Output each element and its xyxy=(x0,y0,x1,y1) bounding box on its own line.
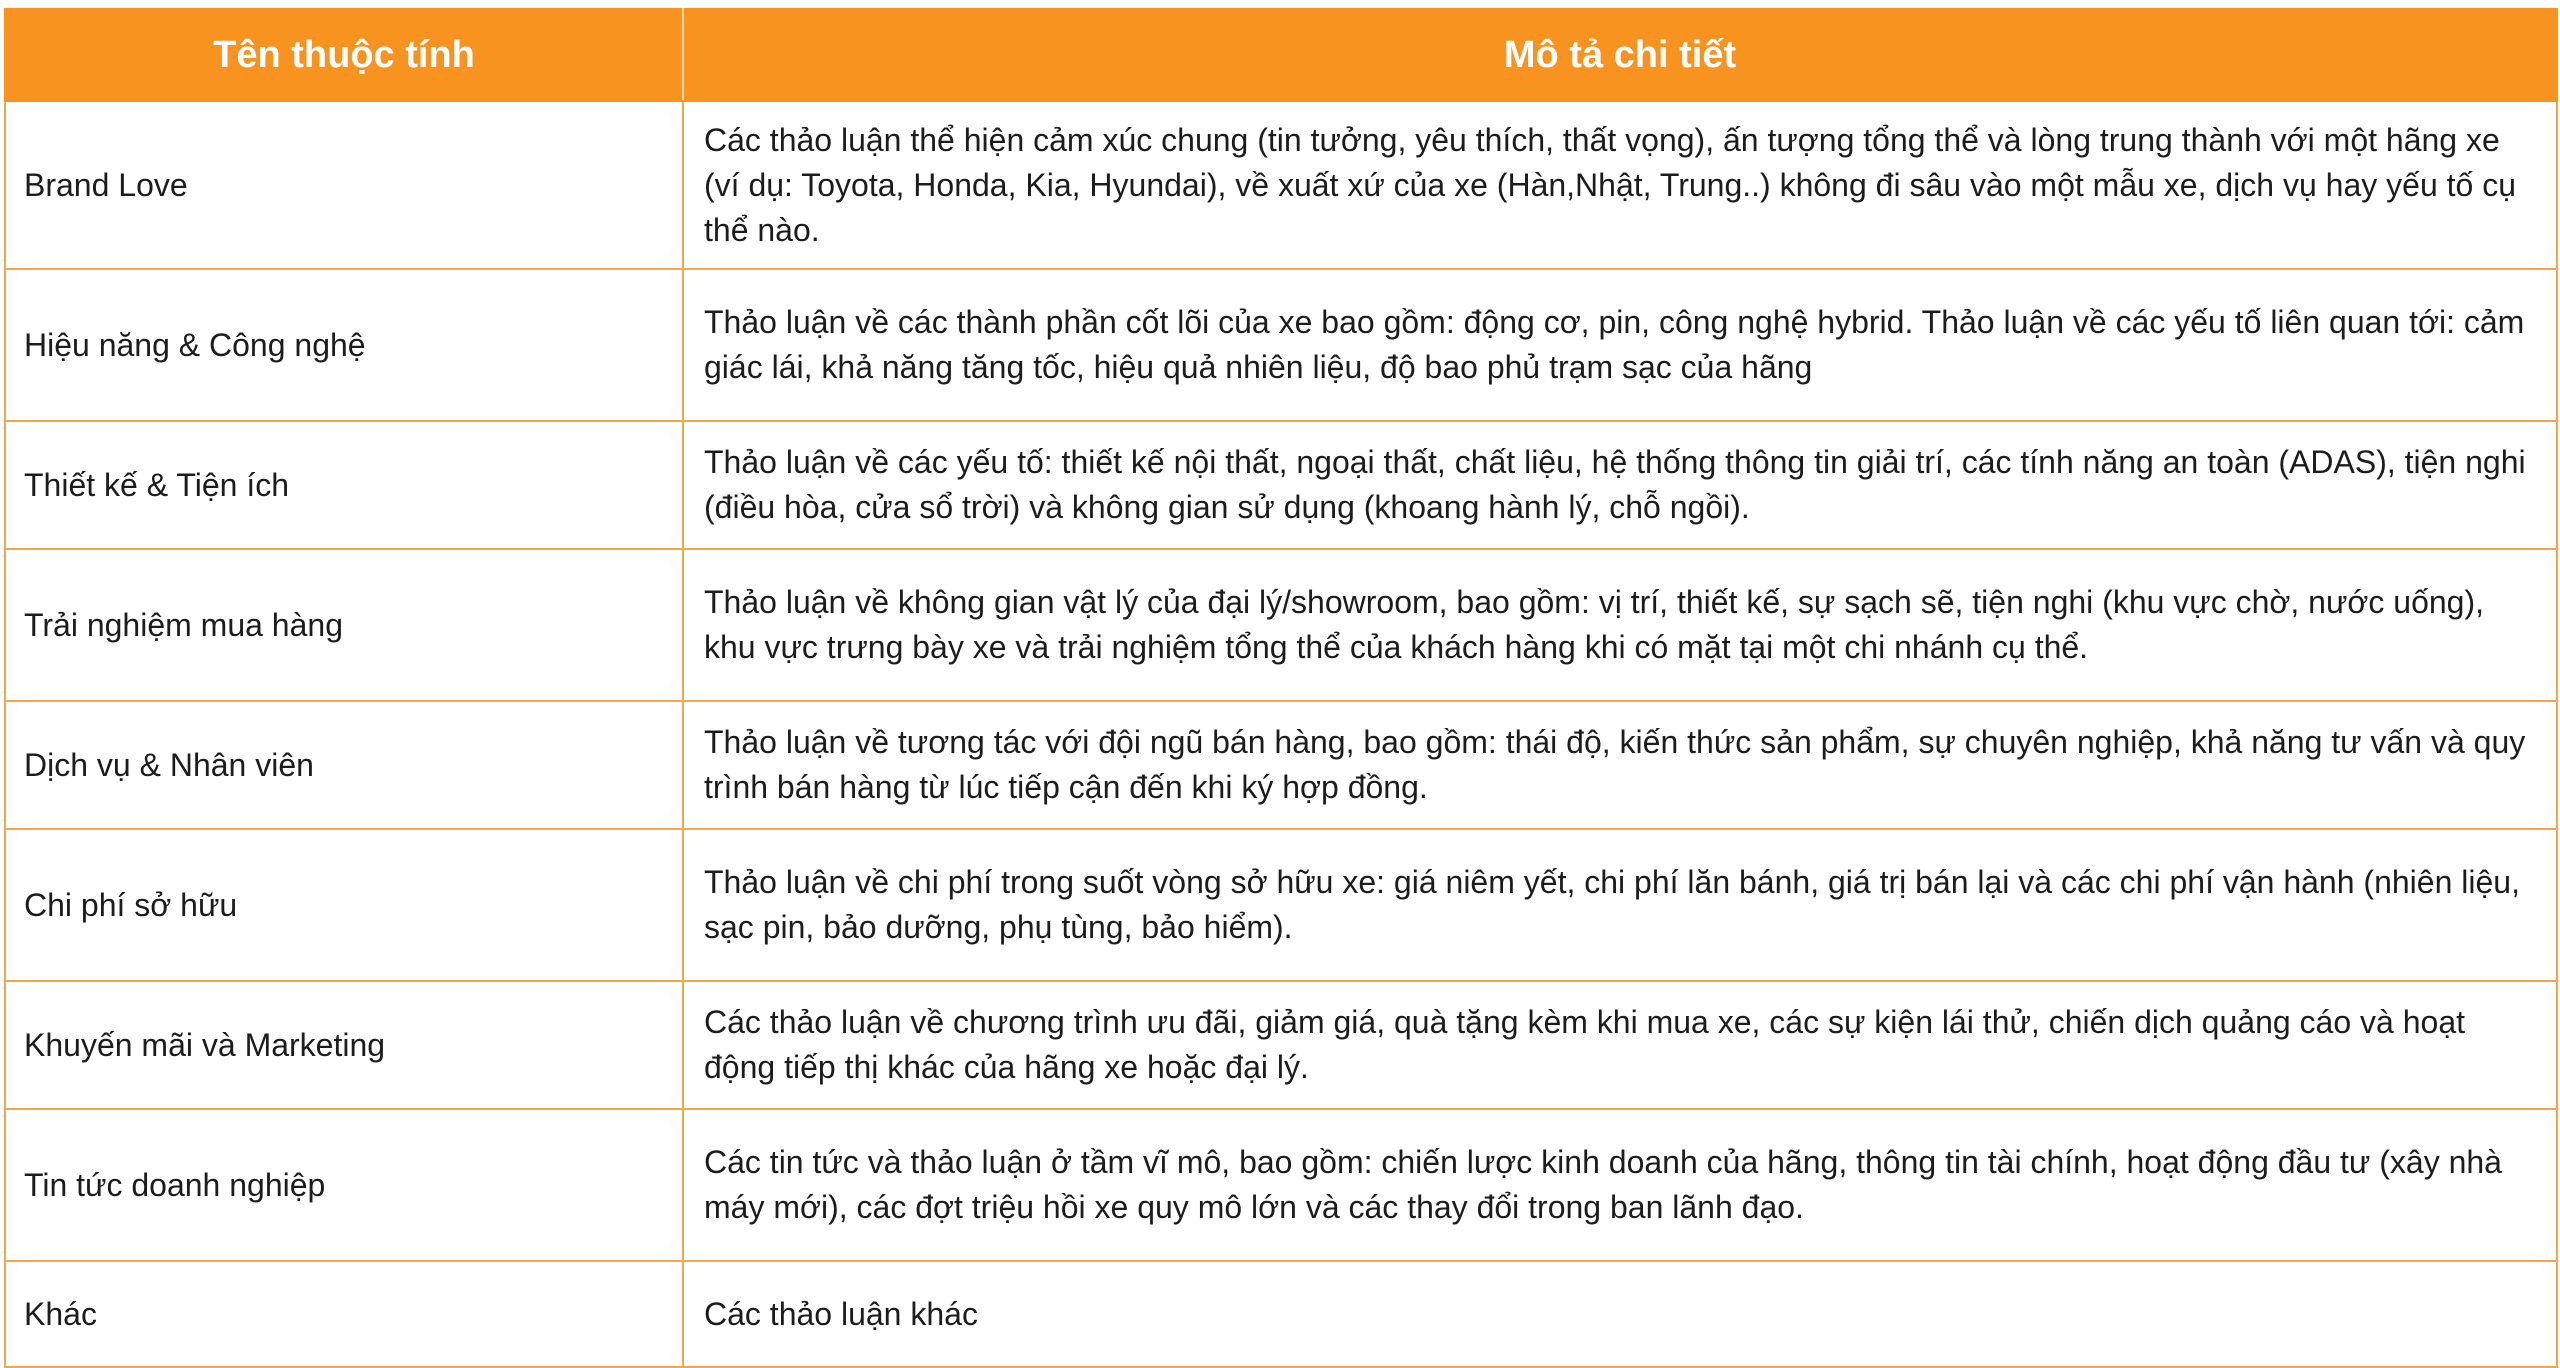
attribute-name-cell: Trải nghiệm mua hàng xyxy=(5,549,683,701)
table-row xyxy=(5,701,2557,829)
description-cell: Các thảo luận thể hiện cảm xúc chung (tin tưởng, yêu thích, thất vọng), ấn tượng tổng thể và lòng trung thành với một hãng xe (ví dụ: Toyota, Honda, Kia, Hyundai), về xuất xứ của xe (Hàn,Nhật, Trung..) không đi sâu vào một mẫu xe, dịch vụ hay yếu tố cụ thể nào. xyxy=(683,101,2557,269)
attribute-table-container xyxy=(4,8,2556,1368)
attribute-name-cell: Brand Love xyxy=(5,101,683,269)
attribute-name-cell: Chi phí sở hữu xyxy=(5,829,683,981)
header-description: Mô tả chi tiết xyxy=(683,9,2557,101)
attribute-name-cell: Tin tức doanh nghiệp xyxy=(5,1109,683,1261)
attribute-name-cell: Dịch vụ & Nhân viên xyxy=(5,701,683,829)
header-attribute-name: Tên thuộc tính xyxy=(5,9,683,101)
table-row xyxy=(5,269,2557,421)
table-body xyxy=(5,101,2557,1367)
table-row xyxy=(5,981,2557,1109)
description-cell: Các tin tức và thảo luận ở tầm vĩ mô, bao gồm: chiến lược kinh doanh của hãng, thông tin tài chính, hoạt động đầu tư (xây nhà máy mới), các đợt triệu hồi xe quy mô lớn và các thay đổi trong ban lãnh đạo. xyxy=(683,1109,2557,1261)
attribute-name-cell: Hiệu năng & Công nghệ xyxy=(5,269,683,421)
table-row xyxy=(5,1109,2557,1261)
table-row xyxy=(5,101,2557,269)
table-row xyxy=(5,549,2557,701)
attribute-name-cell: Khuyến mãi và Marketing xyxy=(5,981,683,1109)
description-cell: Thảo luận về tương tác với đội ngũ bán hàng, bao gồm: thái độ, kiến thức sản phẩm, sự chuyên nghiệp, khả năng tư vấn và quy trình bán hàng từ lúc tiếp cận đến khi ký hợp đồng. xyxy=(683,701,2557,829)
description-cell: Thảo luận về các yếu tố: thiết kế nội thất, ngoại thất, chất liệu, hệ thống thông tin giải trí, các tính năng an toàn (ADAS), tiện nghi (điều hòa, cửa sổ trời) và không gian sử dụng (khoang hành lý, chỗ ngồi). xyxy=(683,421,2557,549)
attribute-table xyxy=(4,8,2558,1368)
description-cell: Thảo luận về các thành phần cốt lõi của xe bao gồm: động cơ, pin, công nghệ hybrid. Thảo luận về các yếu tố liên quan tới: cảm giác lái, khả năng tăng tốc, hiệu quả nhiên liệu, độ bao phủ trạm sạc của hãng xyxy=(683,269,2557,421)
header-row xyxy=(5,9,2557,101)
description-cell: Thảo luận về không gian vật lý của đại lý/showroom, bao gồm: vị trí, thiết kế, sự sạch sẽ, tiện nghi (khu vực chờ, nước uống), khu vực trưng bày xe và trải nghiệm tổng thể của khách hàng khi có mặt tại một chi nhánh cụ thể. xyxy=(683,549,2557,701)
table-header xyxy=(5,9,2557,101)
description-cell: Các thảo luận khác xyxy=(683,1261,2557,1367)
table-row xyxy=(5,421,2557,549)
table-row xyxy=(5,829,2557,981)
attribute-name-cell: Thiết kế & Tiện ích xyxy=(5,421,683,549)
table-row xyxy=(5,1261,2557,1367)
description-cell: Thảo luận về chi phí trong suốt vòng sở hữu xe: giá niêm yết, chi phí lăn bánh, giá trị bán lại và các chi phí vận hành (nhiên liệu, sạc pin, bảo dưỡng, phụ tùng, bảo hiểm). xyxy=(683,829,2557,981)
attribute-name-cell: Khác xyxy=(5,1261,683,1367)
description-cell: Các thảo luận về chương trình ưu đãi, giảm giá, quà tặng kèm khi mua xe, các sự kiện lái thử, chiến dịch quảng cáo và hoạt động tiếp thị khác của hãng xe hoặc đại lý. xyxy=(683,981,2557,1109)
